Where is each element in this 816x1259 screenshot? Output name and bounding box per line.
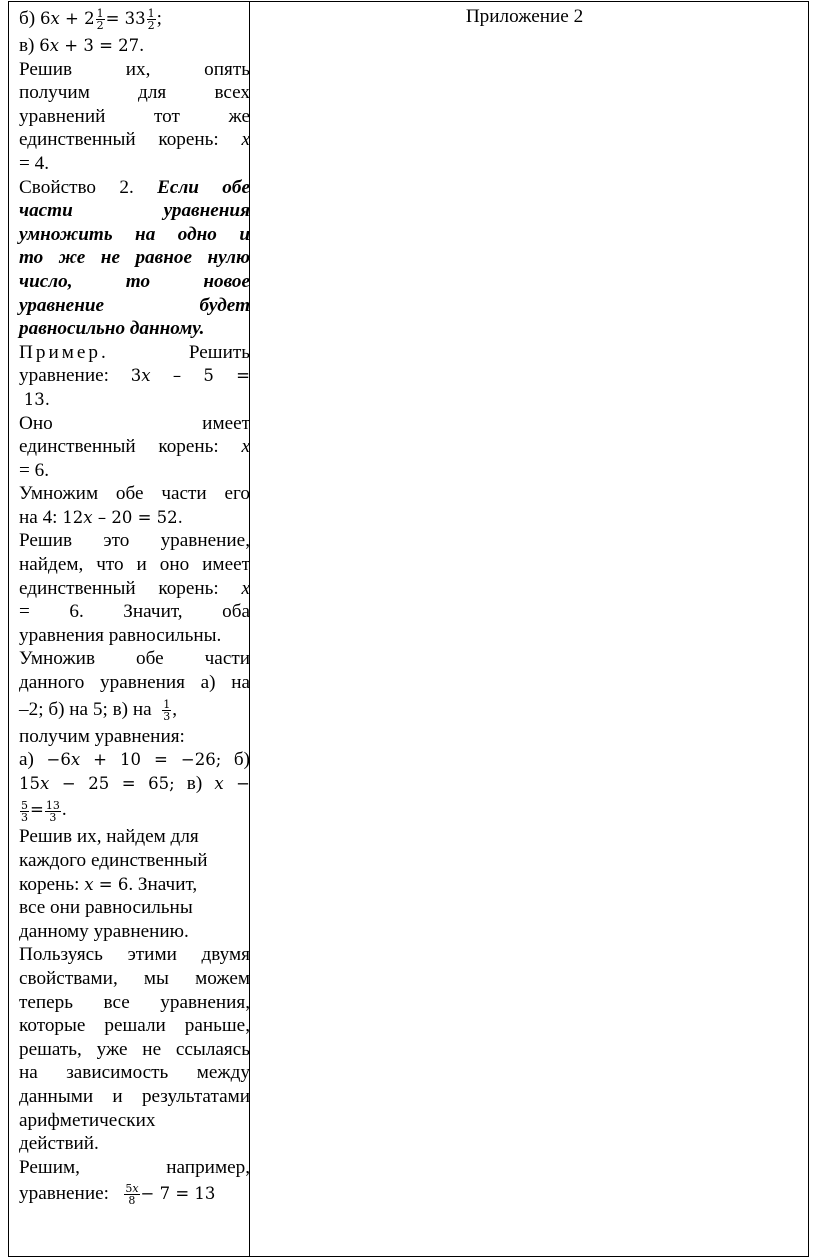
text-line: = 4.: [19, 152, 50, 174]
text-line: корень: 𝑥 = 6. Значит,: [19, 873, 198, 895]
text-line: данному уравнению.: [19, 920, 189, 942]
text-line: действий.: [19, 1133, 99, 1155]
text-line: = 6. Значит, оба: [19, 601, 250, 623]
text-line: единственный корень: x: [19, 577, 250, 599]
text-line: Умножив обе части: [19, 648, 250, 670]
property-2-text: то же не равное нулю: [19, 247, 250, 269]
text-line: единственный корень: x: [19, 129, 250, 151]
appendix-title: Приложение 2: [465, 6, 584, 27]
text-line: Решим, например,: [19, 1156, 250, 1178]
equation-b: б) 6𝑥 + 2 $\frac{1}{2}$ = 33 $\frac{1}{2}$ ;: [19, 7, 162, 33]
document-table: [8, 1, 809, 1257]
left-column-text: [19, 4, 250, 1209]
text-line: данного уравнения а) на: [19, 672, 250, 694]
fraction: $\frac{5}{3}$: [21, 798, 28, 824]
text-line: теперь все уравнения,: [19, 991, 250, 1013]
example-heading: Пример. Решить: [19, 341, 250, 363]
text-line: найдем, что и оно имеет: [19, 554, 250, 576]
text-line: единственный корень: x: [19, 436, 250, 458]
text-line: свойствами, мы можем: [19, 967, 250, 989]
text-line: все они равносильны: [19, 897, 193, 919]
text-line: Решив их, опять: [19, 58, 250, 80]
text-line: которые решали раньше,: [19, 1015, 250, 1037]
property-2-text: умножить на одно и: [19, 223, 250, 245]
property-2-text: равносильно данному.: [19, 318, 205, 340]
text-line: решать, уже не ссылаясь: [19, 1038, 250, 1060]
property-2-heading: Свойство 2. Если обе: [19, 176, 250, 198]
result-equations: 15𝑥 − 25 = 65; в) 𝑥 −: [19, 772, 250, 794]
text-line: Решив их, найдем для: [19, 826, 199, 848]
equation-v: в) 6𝑥 + 3 = 27.: [19, 35, 144, 56]
example-equation-end: 13.: [23, 389, 51, 409]
text-line: Оно имеет: [19, 412, 250, 434]
fraction: $\frac{13}{3}$: [45, 798, 60, 824]
text-line: получим для всех: [19, 82, 250, 104]
text-line: уравнений тот же: [19, 105, 250, 127]
text-line: каждого единственный: [19, 850, 208, 871]
text-line: Решив это уравнение,: [19, 530, 250, 552]
fraction: $\frac{1}{2}$: [147, 7, 155, 33]
text-line: Пользуясь этими двумя: [19, 944, 250, 966]
fraction: $\frac{1}{3}$: [163, 697, 171, 723]
fraction: $\frac{\text{5𝑥}}{8}$: [125, 1182, 139, 1208]
text-line: получим уравнения:: [19, 725, 185, 747]
text-line-fraction: –2; б) на 5; в) на $\frac{1}{3}$ ,: [19, 697, 177, 723]
example-equation: уравнение: 3𝑥 – 5 =: [19, 365, 250, 387]
result-equations: а) −6𝑥 + 10 = −26; б): [19, 749, 251, 771]
property-2-text: число, то новое: [19, 270, 250, 292]
result-equation-v: $\frac{5}{3}$ = $\frac{13}{3}$ .: [21, 798, 67, 824]
property-2-text: уравнение будет: [19, 294, 250, 316]
fraction: $\frac{1}{2}$: [96, 7, 104, 33]
text-line: арифметических: [19, 1109, 156, 1131]
final-equation: уравнение: $\frac{\text{5𝑥}}{8}$ − 7 = 13: [19, 1182, 216, 1208]
text-line: уравнения равносильны.: [19, 624, 222, 646]
text-line: = 6.: [19, 459, 50, 481]
multiply-equation: на 4: 12𝑥 – 20 = 52.: [19, 506, 183, 528]
text-line: данными и результатами: [19, 1085, 250, 1107]
text-line: на зависимость между: [19, 1062, 250, 1084]
property-2-text: части уравнения: [19, 200, 250, 222]
text-line: Умножим обе части его: [19, 483, 250, 505]
